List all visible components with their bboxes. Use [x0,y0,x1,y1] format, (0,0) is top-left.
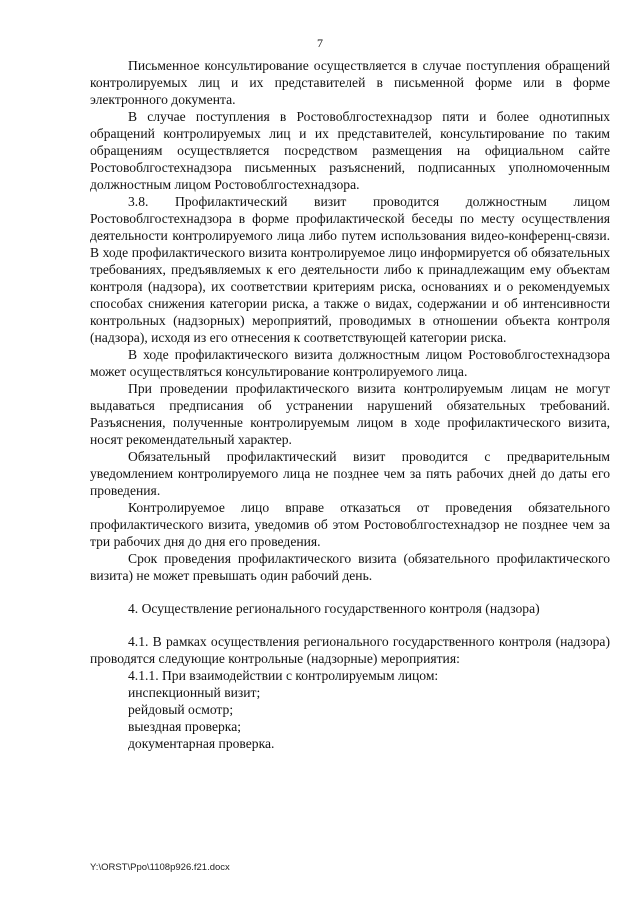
list-item: рейдовый осмотр; [128,702,234,717]
paragraph-no-orders: При проведении профилактического визита контролируемым лицам не могут выдаваться предписания об устранении нарушений обязательных требований. Разъяснения, полученные контролируемым лицом в ходе профилактического визита, носят рекомендательный характер. [90,381,610,447]
measures-list [90,684,610,752]
paragraph-section-4-1: 4.1. В рамках осуществления регионального государственного контроля (надзора) проводятся следующие контрольные (надзорные) мероприятия: [90,634,610,666]
list-item: документарная проверка. [128,736,275,751]
paragraph-mandatory-visit: Обязательный профилактический визит проводится с предварительным уведомлением контролируемого лица не позднее чем за пять рабочих дней до даты его проведения. [90,449,610,498]
list-item: инспекционный визит; [128,685,261,700]
paragraph-refusal: Контролируемое лицо вправе отказаться от проведения обязательного профилактического визита, уведомив об этом Ростовоблгостехнадзор не позднее чем за три рабочих дня до дня его проведения. [90,500,610,549]
section-heading: 4. Осуществление регионального государственного контроля (надзора) [128,601,540,616]
list-item: выездная проверка; [128,719,241,734]
paragraph-written-consulting: Письменное консультирование осуществляется в случае поступления обращений контролируемых лиц и их представителей в письменной форме или в форме электронного документа. [90,58,610,107]
document-body [90,57,610,752]
paragraph-multiple-requests: В случае поступления в Ростовоблгостехнадзор пяти и более однотипных обращений контролируемых лиц и их представителей, консультирование по таким обращениям осуществляется посредством размещения на официальном сайте Ростовоблгостехнадзора письменных разъяснений, подписанных уполномоченным должностным лицом Ростовоблгостехнадзора. [90,109,610,192]
footer-file-path: Y:\ORST\Ppo\1108p926.f21.docx [90,862,230,873]
paragraph-preventive-visit: 3.8. Профилактический визит проводится должностным лицом Ростовоблгостехнадзора в форме профилактической беседы по месту осуществления деятельности контролируемого лица либо путем использования видео-конференц-связи. В ходе профилактического визита контролируемое лицо информируется об обязательных требованиях, предъявляемых к его деятельности либо к принадлежащим ему объектам контроля (надзора), их соответствии критериям риска, основаниях и о рекомендуемых способах снижения категории риска, а также о видах, содержании и об интенсивности контрольных (надзорных) мероприятий, проводимых в отношении объекта контроля (надзора), исходя из его отнесения к соответствующей категории риска. [90,194,610,345]
paragraph-visit-consulting: В ходе профилактического визита должностным лицом Ростовоблгостехнадзора может осуществляться консультирование контролируемого лица. [90,347,610,379]
subsection-line: 4.1.1. При взаимодействии с контролируемым лицом: [128,668,439,683]
page-number: 7 [317,36,323,50]
paragraph-duration: Срок проведения профилактического визита (обязательного профилактического визита) не может превышать один рабочий день. [90,551,610,583]
